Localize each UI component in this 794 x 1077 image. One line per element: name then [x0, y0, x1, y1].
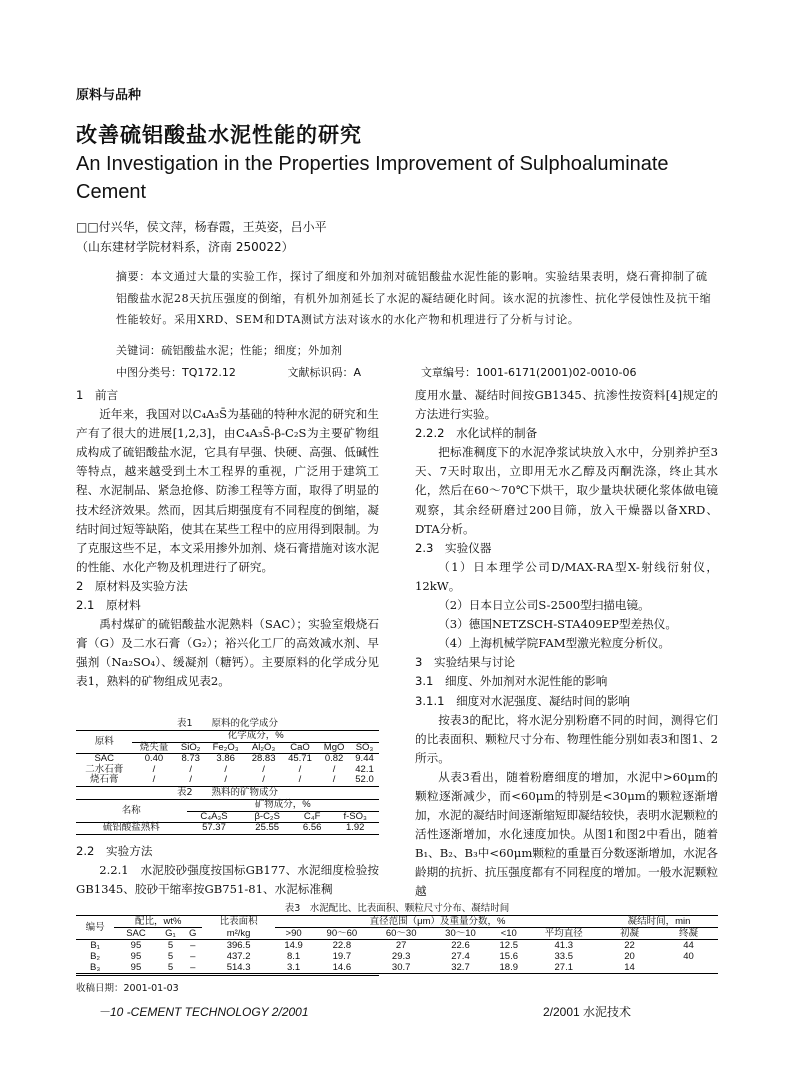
table-3-size-col: 平均直径	[544, 928, 583, 939]
table-1-cell: /	[224, 774, 227, 785]
table-3-cell: 27	[395, 940, 407, 951]
section-heading: 2.2.2 水化试样的制备	[415, 426, 538, 441]
table-3-cell: 27.1	[554, 962, 573, 973]
keywords: 关键词：硫铝酸盐水泥；性能；细度；外加剂	[116, 344, 342, 357]
section-heading: 3.1 细度、外加剂对水泥性能的影响	[415, 674, 608, 689]
left-column-continued	[76, 842, 379, 899]
table-3-cell: 8.1	[286, 951, 301, 962]
table-3-set-col: 终凝	[678, 928, 698, 939]
table-1-cell: /	[298, 774, 302, 785]
table-1-cell: SAC	[94, 753, 114, 764]
table-1-col-header: Al₂O₃	[251, 741, 276, 753]
table-3-cell: 22.8	[332, 940, 352, 951]
table-2	[76, 784, 379, 835]
section-heading: 2.3 实验仪器	[415, 540, 492, 555]
table-3-cell: 5	[167, 940, 174, 951]
table-2-group-header: 矿物成分，%	[187, 800, 379, 812]
table-3-caption: 表3 水泥配比、比表面积、颗粒尺寸分布、凝结时间	[284, 903, 510, 914]
table-1-cell: 0.82	[324, 753, 344, 764]
table-3-header-area: 比表面积	[219, 916, 258, 928]
table-3-cell: 22	[624, 940, 635, 951]
table-1-cell: /	[262, 774, 265, 785]
table-3-size-col: >90	[285, 928, 302, 939]
table-1-cell: /	[189, 763, 192, 775]
document-code: 文献标识码：A	[287, 366, 362, 379]
table-3-mix-col: SAC	[126, 928, 146, 939]
paragraph: 度用水量、凝结时间按GB1345、抗渗性按资料[4]规定的方法进行实验。	[415, 388, 718, 422]
paragraph: （4）上海机械学院FAM型激光粒度分析仪。	[438, 636, 670, 651]
table-2-cell: 6.56	[302, 822, 322, 833]
table-3-cell: –	[190, 962, 196, 973]
table-1-cell: 8.73	[181, 753, 200, 764]
abstract: 摘要：本文通过大量的实验工作，探讨了细度和外加剂对硫铝酸盐水泥性能的影响。实验结果表明，烧石膏抑制了硫铝酸盐水泥28天抗压强度的倒缩，有机外加剂延长了水泥的凝结硬化时间。该水泥的抗渗性、抗化学侵蚀性及抗干缩性能较好。采用XRD、SEM和DTA测试方法对该水的水化产物和机理进行了分析与讨论。	[116, 270, 712, 326]
title-english: An Investigation in the Properties Improvement of Sulphoaluminate Cement	[76, 153, 669, 203]
section-tag: 原料与品种	[76, 88, 142, 103]
footer-right: 2/2001 水泥技术	[543, 1005, 632, 1019]
table-row	[76, 754, 379, 765]
table-1	[76, 715, 379, 787]
table-1-col-header: CaO	[290, 741, 310, 753]
table-3-cell: 32.7	[451, 962, 470, 973]
table-3-cell: 5	[167, 951, 174, 962]
table-1-cell: 9.44	[355, 753, 374, 764]
table-1-col-header: MgO	[323, 741, 345, 753]
table-3-cell: 5	[167, 962, 174, 973]
paragraph: 从表3看出，随着粉磨细度的增加，水泥中>60μm的颗粒逐渐减少，而<60μm的特别是<30μm的颗粒逐渐增加，水泥的凝结时间逐渐缩短即凝结较快，表明水泥颗粒的活性逐渐增加，水化速度加快。从图1和图2中看出，随着B₁、B₂、B₃中<60μm颗粒的重量百分数逐渐增加，水泥各龄期的抗折、抗压强度都有不同程度的增加。一般水泥颗粒越	[415, 769, 718, 899]
table-3-cell: B₂	[90, 951, 101, 962]
received-date: 收稿日期：2001-01-03	[76, 983, 179, 994]
table-3-header-number: 编号	[76, 916, 114, 940]
table-3-header-set: 凝结时间，min	[600, 916, 718, 928]
table-1-group-header: 化学成分，%	[132, 731, 379, 743]
paragraph: （3）德国NETZSCH-STA409EP型差热仪。	[438, 617, 677, 632]
paragraph: 按表3的配比，将水泥分别粉磨不同的时间，测得它们的比表面积、颗粒尺寸分布、物理性能分别如表3和图1、2所示。	[415, 712, 718, 765]
table-3-area-unit: m²/kg	[226, 927, 251, 939]
table-2-cell: 硫铝酸盐熟料	[102, 822, 160, 833]
table-1-cell: 3.86	[216, 753, 235, 764]
table-3-cell: 22.6	[451, 940, 470, 951]
table-3-cell: –	[190, 951, 196, 962]
left-column	[76, 386, 379, 692]
table-3-grid	[76, 915, 718, 974]
table-3-mix-col: G	[189, 928, 197, 939]
table-row	[76, 962, 718, 974]
footer-left: －10 -CEMENT TECHNOLOGY 2/2001	[98, 1005, 309, 1019]
section-heading: 1 前言	[76, 388, 119, 402]
table-1-cell: /	[189, 774, 192, 785]
table-3-cell: 12.5	[499, 940, 519, 951]
table-3-size-col: 60～30	[385, 928, 417, 939]
table-1-cell: 45.71	[288, 753, 312, 764]
section-heading: 2.1 原材料	[76, 598, 141, 613]
table-1-cell: 0.40	[144, 753, 164, 764]
table-3-cell: 41.3	[554, 940, 573, 951]
table-1-cell: /	[224, 763, 227, 775]
table-2-col-header: C₄F	[303, 810, 321, 822]
table-3-header-mix: 配比，wt%	[114, 916, 202, 928]
section-heading: 3.1.1 细度对水泥强度、凝结时间的影响	[415, 693, 631, 708]
table-row	[76, 823, 379, 835]
table-3-size-col: 90～60	[326, 928, 358, 939]
table-3-cell: 44	[683, 940, 694, 951]
table-2-col-header: f-SO₃	[343, 810, 367, 822]
table-3-cell: 437.2	[226, 951, 251, 962]
table-2-header-name: 名称	[76, 800, 187, 823]
table-3-cell: 95	[130, 940, 142, 951]
table-3-cell: 18.9	[499, 962, 519, 973]
table-row	[76, 951, 718, 962]
table-2-grid	[76, 799, 379, 835]
paragraph: 把标准稠度下的水泥净浆试块放入水中，分别养护至3天、7天时取出，立即用无水乙醇及丙酮洗涤，终止其水化，然后在60～70℃下烘干，取少量块状硬化浆体做电镜观察，其余经研磨过200目筛，放入干燥器以备XRD、DTA分析。	[415, 445, 718, 536]
table-3-cell: 29.3	[391, 951, 411, 962]
paragraph: 近年来，我国对以C₄A₃S̄为基础的特种水泥的研究和生产有了很大的进展[1,2,3]，由C₄A₃S̄-β-C₂S为主要矿物组成构成了硫铝酸盐水泥，它具有早强、快硬、高强、低碱性等特点，越来越受到土木工程界的重视，广泛用于建筑工程、水泥制品、紧急抢修、防渗工程等方面，取得了明显的技术经济效果。然而，因其后期强度有不同程度的倒缩，凝结时间过短等缺陷，使其在某些工程中的应用得到限制。为了克服这些不足，本文采用掺外加剂、烧石膏措施对该水泥的性能、水化产物及机理进行了研究。	[76, 407, 379, 574]
table-1-col-header: 烧失量	[139, 741, 169, 753]
table-3-cell: 514.3	[226, 962, 251, 973]
table-1-caption: 表1 原料的化学成分	[176, 718, 279, 729]
table-3-cell: B₃	[89, 962, 101, 973]
table-3-cell: 95	[130, 962, 142, 973]
class-number: 中图分类号：TQ172.12	[116, 366, 236, 379]
classification-line	[116, 364, 676, 380]
table-1-cell: 52.0	[355, 774, 374, 785]
table-3-cell: 95	[130, 951, 142, 962]
table-3-cell: 30.7	[391, 962, 411, 973]
table-1-cell: 二水石膏	[85, 763, 124, 775]
table-3-cell: 15.6	[499, 951, 519, 962]
table-3-size-col: 30～10	[445, 928, 476, 939]
table-3-header-size: 直径范围（μm）及重量分数，%	[275, 916, 600, 928]
table-2-col-header: β-C₂S	[254, 810, 280, 822]
footnote-rule	[76, 975, 379, 976]
table-1-col-header: SO₃	[355, 741, 374, 753]
table-1-cell: /	[332, 763, 336, 775]
table-3	[76, 900, 718, 974]
table-3-cell: B₁	[90, 940, 100, 951]
paragraph: （2）日本日立公司S-2500型扫描电镜。	[438, 598, 650, 613]
table-1-header-material: 原料	[76, 731, 132, 754]
table-3-cell: 19.7	[332, 951, 352, 962]
table-3-set-col: 初凝	[620, 928, 640, 939]
article-number: 文章编号：1001-6171(2001)02-0010-06	[421, 366, 637, 379]
paragraph: 2.2.1 水泥胶砂强度按国标GB177、水泥细度检验按GB1345、胶砂干缩率按GB751-81、水泥标准稠	[76, 863, 379, 897]
table-3-cell: 40	[683, 951, 694, 962]
affiliation: （山东建材学院材料系，济南 250022）	[76, 240, 294, 254]
table-3-cell: 27.4	[451, 951, 470, 962]
section-heading: 2.2 实验方法	[76, 844, 153, 858]
table-1-cell: /	[262, 763, 265, 775]
table-1-grid	[76, 730, 379, 787]
table-3-cell: 14	[624, 962, 635, 973]
right-column	[415, 386, 718, 902]
table-1-col-header: Fe₂O₃	[212, 741, 239, 753]
section-heading: 2 原材料及实验方法	[76, 578, 188, 593]
table-3-cell: 14.9	[284, 940, 303, 951]
table-1-cell: /	[298, 763, 302, 775]
table-2-caption: 表2 熟料的矿物成分	[176, 787, 279, 798]
table-1-cell: 烧石膏	[89, 774, 119, 785]
table-3-cell: 20	[624, 951, 635, 962]
table-1-cell: /	[332, 774, 336, 785]
table-1-cell: /	[152, 774, 156, 785]
authors: □□付兴华，侯文萍，杨春霞，王英姿，吕小平	[76, 220, 327, 234]
section-heading: 3 实验结果与讨论	[415, 655, 516, 670]
table-3-cell: 33.5	[554, 951, 573, 962]
paragraph: 禹村煤矿的硫铝酸盐水泥熟料（SAC）；实验室煅烧石膏（G）及二水石膏（G₂）；裕兴化工厂的高效减水剂、早强剂（Na₂SO₄）、缓凝剂（糖钙）。主要原料的化学成分见表1，熟料的矿物组成见表2。	[76, 617, 379, 689]
table-3-cell	[659, 962, 718, 974]
table-2-cell: 1.92	[345, 822, 365, 833]
table-1-cell: 28.83	[251, 753, 276, 764]
table-3-cell: 396.5	[226, 940, 251, 951]
table-3-cell: –	[190, 940, 196, 951]
table-1-col-header: SiO₂	[180, 741, 201, 753]
title-chinese: 改善硫铝酸盐水泥性能的研究	[76, 123, 362, 147]
table-row	[76, 940, 718, 952]
table-2-cell: 57.37	[202, 822, 226, 833]
table-2-col-header: C₄A₃S̄	[200, 810, 228, 822]
table-1-cell: /	[152, 763, 156, 775]
table-3-size-col: <10	[500, 928, 517, 939]
table-3-cell: 14.6	[332, 962, 352, 973]
table-1-cell: 42.1	[355, 763, 374, 775]
paragraph: （1）日本理学公司D/MAX-RA型X-射线衍射仪，12kW。	[415, 559, 718, 593]
table-3-cell: 3.1	[286, 962, 301, 973]
table-2-cell: 25.55	[255, 822, 280, 833]
table-3-mix-col: G₁	[165, 928, 176, 939]
